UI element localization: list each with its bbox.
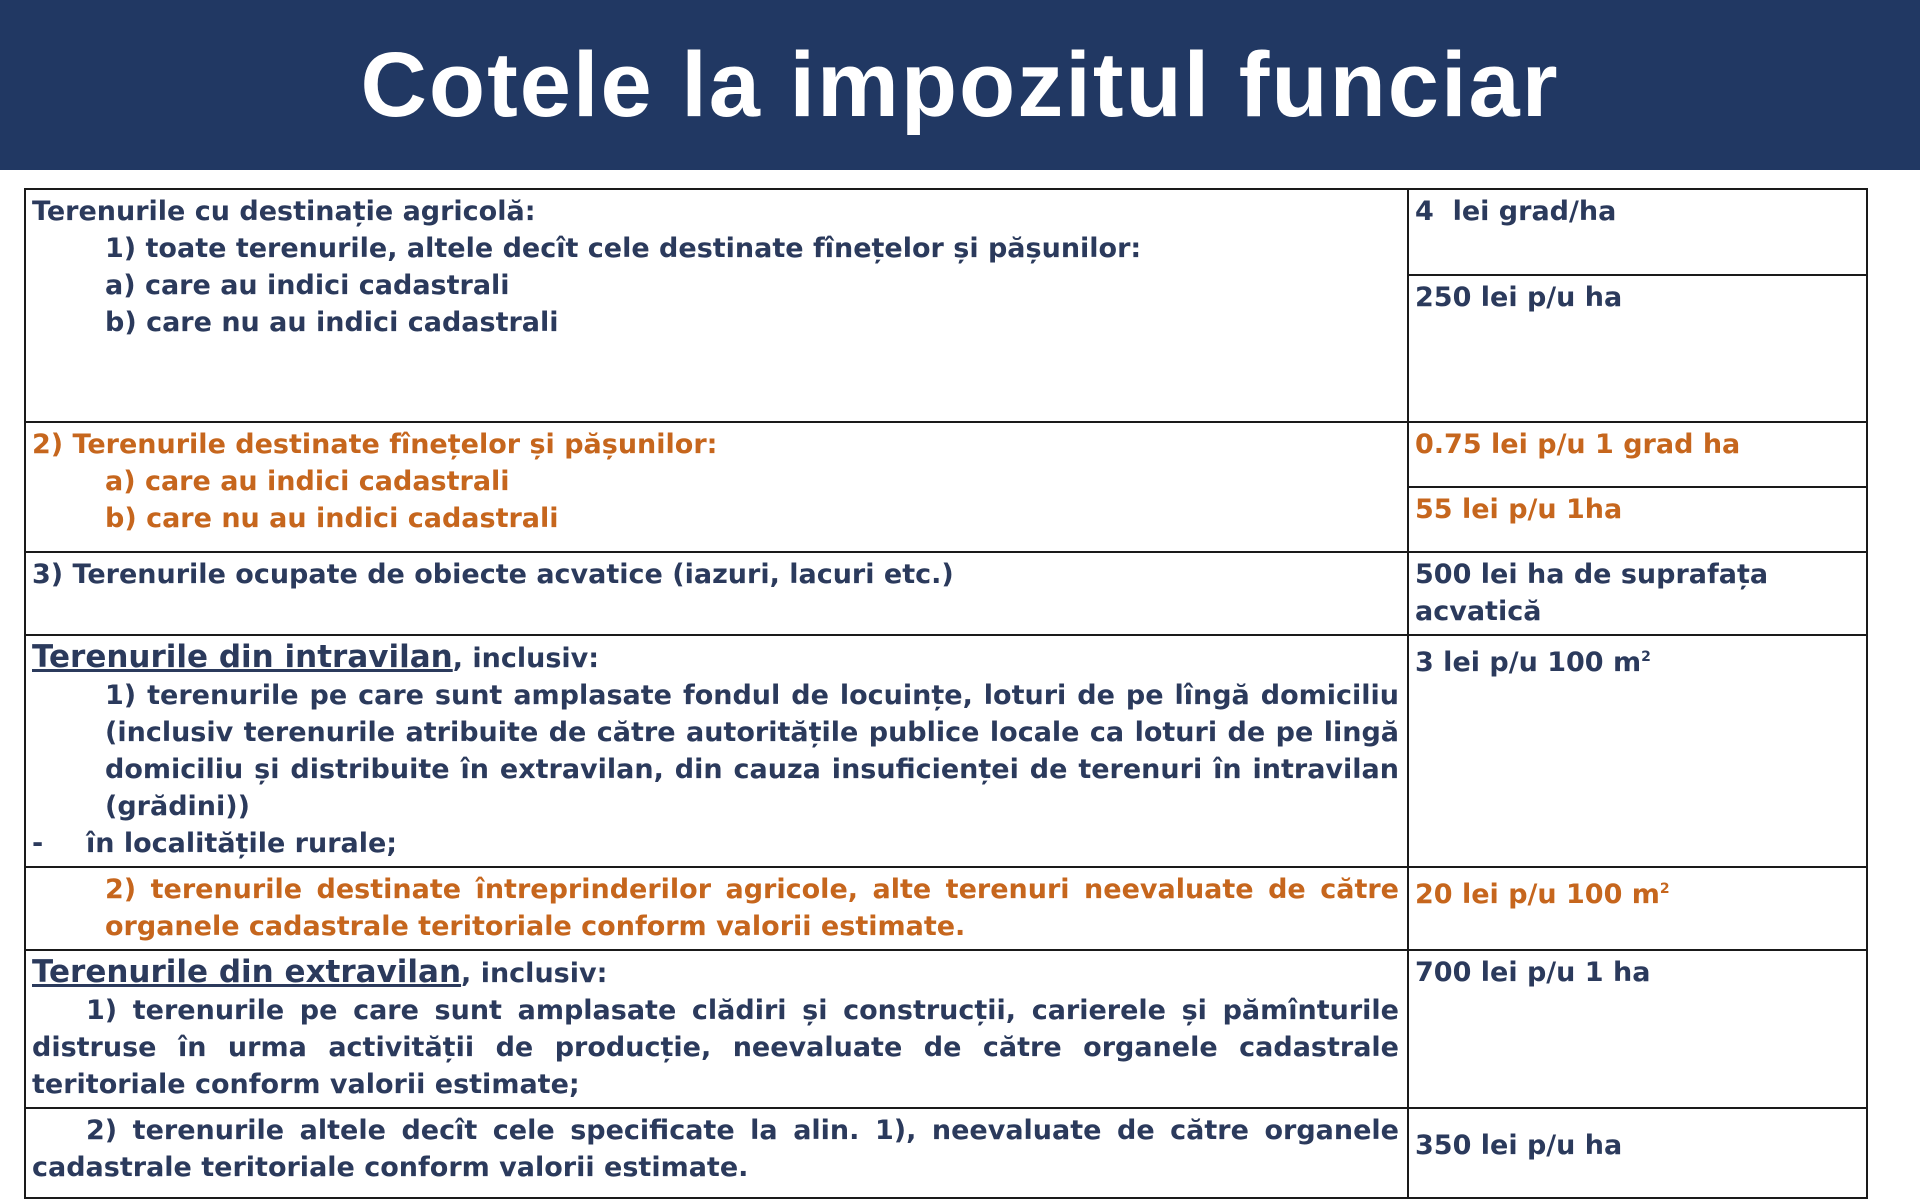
title-banner — [0, 0, 1920, 170]
agri-heading: Terenurile cu destinație agricolă: — [32, 196, 536, 227]
intravilan-rural: în localitățile rurale; — [86, 828, 398, 859]
table-row — [25, 1108, 1867, 1198]
agri-rate-b: 250 lei p/u ha — [1408, 275, 1867, 422]
finete-description-cell — [25, 422, 1408, 552]
intravilan-item-2: 2) terenurile destinate întreprinderilor agricole, alte terenuri neevaluate de către organele cadastrale teritoriale conform valorii estimate. — [105, 874, 1399, 942]
table-row — [25, 189, 1867, 275]
intravilan-description-cell — [25, 635, 1408, 867]
agri-item-a: a) care au indici cadastrali — [105, 270, 510, 301]
acvatic-rate: 500 lei ha de suprafața acvatică — [1408, 552, 1867, 635]
extravilan-item-1: 1) terenurile pe care sunt amplasate clădiri și construcții, carierele și pămînturile distruse în urma activității de producție, neevaluate de către organele cadastrale teritoriale conform valorii estimate; — [32, 995, 1399, 1100]
list-dash: - — [32, 828, 44, 859]
agri-item-1: 1) toate terenurile, altele decît cele destinate fînețelor și pășunilor: — [105, 233, 1142, 264]
finete-rate-b: 55 lei p/u 1ha — [1408, 487, 1867, 552]
tax-rates-table — [24, 188, 1868, 1199]
finete-rate-a: 0.75 lei p/u 1 grad ha — [1408, 422, 1867, 487]
intravilan-heading: Terenurile din intravilan — [32, 639, 453, 675]
table-row — [25, 635, 1867, 867]
finete-item-a: a) care au indici cadastrali — [105, 466, 510, 497]
intravilan-rate-2 — [1408, 867, 1867, 950]
agri-description-cell — [25, 189, 1408, 422]
intravilan-rate-1 — [1408, 635, 1867, 867]
page-title: Cotele la impozitul funciar — [360, 33, 1560, 136]
extravilan-heading-suffix: , inclusiv: — [461, 958, 608, 989]
intravilan-heading-suffix: , inclusiv: — [452, 643, 600, 674]
table-row — [25, 867, 1867, 950]
table-row — [25, 422, 1867, 487]
table-row — [25, 950, 1867, 1108]
intravilan-item-2-cell — [25, 867, 1408, 950]
intravilan-rate-2-sup: 2 — [1659, 881, 1670, 897]
extravilan-item-2: 2) terenurile altele decît cele specificate la alin. 1), neevaluate de către organele cadastrale teritoriale conform valorii estimate. — [32, 1115, 1399, 1183]
extravilan-rate-1: 700 lei p/u 1 ha — [1408, 950, 1867, 1108]
extravilan-description-cell — [25, 950, 1408, 1108]
table-row — [25, 552, 1867, 635]
agri-rate-a: 4 lei grad/ha — [1408, 189, 1867, 275]
extravilan-heading: Terenurile din extravilan — [32, 954, 462, 990]
extravilan-item-2-cell — [25, 1108, 1408, 1198]
intravilan-rate-1-sup: 2 — [1641, 649, 1651, 665]
intravilan-rate-1-text: 3 lei p/u 100 m — [1415, 647, 1642, 678]
extravilan-rate-2: 350 lei p/u ha — [1408, 1108, 1867, 1198]
finete-heading: 2) Terenurile destinate fînețelor și pășunilor: — [32, 429, 718, 460]
intravilan-item-1: 1) terenurile pe care sunt amplasate fondul de locuințe, loturi de pe lîngă domiciliu (inclusiv terenurile atribuite de către autoritățile publice locale ca loturi de pe lingă domiciliu și distribuite în extravilan, din cauza insuficienței de terenuri în intravilan (grădini)) — [105, 680, 1399, 822]
intravilan-rate-2-text: 20 lei p/u 100 m — [1415, 879, 1660, 910]
acvatic-description: 3) Terenurile ocupate de obiecte acvatice (iazuri, lacuri etc.) — [25, 552, 1408, 635]
agri-item-b: b) care nu au indici cadastrali — [105, 307, 559, 338]
finete-item-b: b) care nu au indici cadastrali — [105, 503, 559, 534]
